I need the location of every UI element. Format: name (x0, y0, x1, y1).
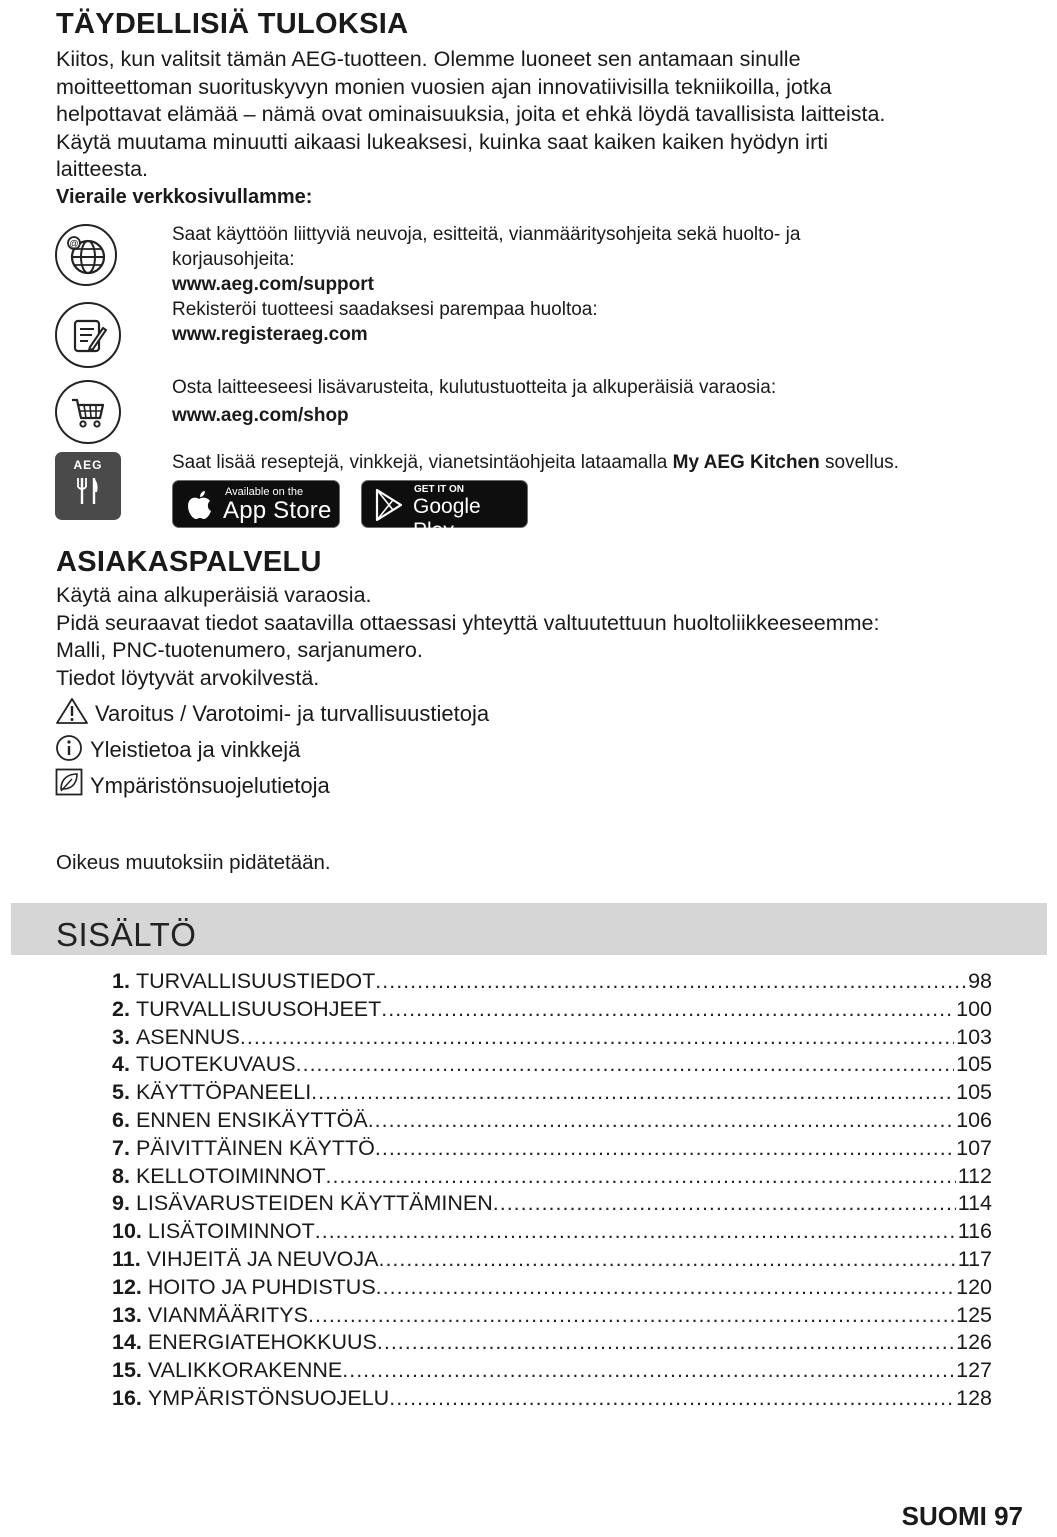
toc-item[interactable]: 7. PÄIVITTÄINEN KÄYTTÖ ..... 107 (112, 1136, 992, 1164)
toc-list (112, 969, 992, 1414)
toc-item[interactable]: 2. TURVALLISUUSOHJEET ..... 100 (112, 997, 992, 1025)
toc-item[interactable]: 15. VALIKKORAKENNE ..... 127 (112, 1358, 992, 1386)
app-name: My AEG Kitchen (672, 452, 820, 473)
service-line: Tiedot löytyvät arvokilvestä. (56, 665, 320, 690)
register-link[interactable]: www.registeraeg.com (172, 324, 368, 345)
toc-item[interactable]: 8. KELLOTOIMINNOT ..... 112 (112, 1164, 992, 1192)
register-notepad-icon (55, 302, 121, 368)
toc-item[interactable]: 16. YMPÄRISTÖNSUOJELU ..... 128 (112, 1386, 992, 1414)
legend-warning-label: Varoitus / Varotoimi- ja turvallisuustietoja (95, 701, 490, 726)
google-play-small-text: GET IT ON (414, 484, 464, 495)
google-play-icon (374, 488, 404, 522)
legend-environment-label: Ympäristönsuojelutietoja (90, 773, 330, 798)
support-text-2: korjausohjeita: (172, 249, 295, 270)
shopping-cart-icon (55, 380, 121, 444)
toc-item[interactable]: 1. TURVALLISUUSTIEDOT ..... 98 (112, 969, 992, 997)
aeg-logo-text: AEG (73, 458, 103, 472)
info-icon (55, 734, 83, 762)
toc-item[interactable]: 5. KÄYTTÖPANEELI ..... 105 (112, 1080, 992, 1108)
app-store-badge[interactable] (172, 480, 340, 528)
app-promo-text: Saat lisää reseptejä, vinkkejä, vianetsintäohjeita lataamalla My AEG Kitchen sovellus. (172, 452, 899, 473)
legend-info-label: Yleistietoa ja vinkkejä (90, 737, 301, 762)
shop-link[interactable]: www.aeg.com/shop (172, 405, 349, 426)
toc-item[interactable]: 3. ASENNUS ..... 103 (112, 1025, 992, 1053)
aeg-app-icon (55, 452, 121, 520)
toc-item[interactable]: 10. LISÄTOIMINNOT ..... 116 (112, 1219, 992, 1247)
toc-item[interactable]: 14. ENERGIATEHOKKUUS ..... 126 (112, 1330, 992, 1358)
toc-item[interactable]: 4. TUOTEKUVAUS ..... 105 (112, 1052, 992, 1080)
toc-item[interactable]: 6. ENNEN ENSIKÄYTTÖÄ ..... 106 (112, 1108, 992, 1136)
toc-title: SISÄLTÖ (56, 916, 197, 953)
support-block (172, 222, 1032, 347)
leaf-icon (55, 768, 83, 796)
warning-icon (55, 697, 89, 725)
app-store-label: App Store (223, 497, 332, 524)
page-title: TÄYDELLISIÄ TULOKSIA (56, 8, 409, 40)
support-text: Saat käyttöön liittyviä neuvoja, esitteitä, vianmääritysohjeita sekä huolto- ja (172, 224, 801, 245)
google-play-label: Google Play (413, 495, 481, 542)
google-play-badge[interactable] (361, 480, 528, 542)
service-paragraph (56, 582, 1036, 692)
register-text: Rekisteröi tuotteesi saadaksesi parempaa huoltoa: (172, 299, 598, 320)
svg-text:@: @ (69, 238, 79, 249)
service-line: Pidä seuraavat tiedot saatavilla ottaessasi yhteyttä valtuutettuun huoltoliikkeeseemme: (56, 610, 880, 635)
intro-line: laitteesta. (56, 157, 149, 181)
page-footer-label: SUOMI 97 (901, 1501, 1023, 1531)
support-link[interactable]: www.aeg.com/support (172, 274, 374, 295)
toc-item[interactable]: 13. VIANMÄÄRITYS ..... 125 (112, 1303, 992, 1331)
intro-line: Käytä muutama minuutti aikaasi lukeaksesi, kuinka saat kaiken kaiken hyödyn irti (56, 129, 828, 154)
toc-item[interactable]: 9. LISÄVARUSTEIDEN KÄYTTÄMINEN ..... 114 (112, 1191, 992, 1219)
globe-icon (55, 224, 117, 286)
intro-line: Kiitos, kun valitsit tämän AEG-tuotteen. Olemme luoneet sen antamaan sinulle (56, 47, 801, 71)
toc-item[interactable]: 12. HOITO JA PUHDISTUS ..... 120 (112, 1275, 992, 1303)
shop-block (172, 375, 1032, 428)
visit-heading: Vieraile verkkosivullamme: (56, 186, 313, 208)
disclaimer: Oikeus muutoksiin pidätetään. (56, 851, 331, 874)
shop-text: Osta laitteeseesi lisävarusteita, kulutustuotteita ja alkuperäisiä varaosia: (172, 377, 777, 398)
service-line: Malli, PNC-tuotenumero, sarjanumero. (56, 638, 423, 662)
apple-icon (185, 489, 213, 521)
intro-line: moitteettoman suorituskyvyn monien vuosien ajan innovatiivisilla tekniikoilla, jotka (56, 74, 832, 99)
toc-item[interactable]: 11. VIHJEITÄ JA NEUVOJA ..... 117 (112, 1247, 992, 1275)
intro-paragraph (56, 46, 1036, 184)
intro-line: helpottavat elämää – nämä ovat ominaisuuksia, joita et ehkä löydä tavallisista laitteista. (56, 102, 886, 126)
service-title: ASIAKASPALVELU (56, 546, 322, 578)
cutlery-icon (55, 472, 121, 512)
service-line: Käytä aina alkuperäisiä varaosia. (56, 583, 372, 607)
app-store-small-text: Available on the (225, 486, 304, 498)
